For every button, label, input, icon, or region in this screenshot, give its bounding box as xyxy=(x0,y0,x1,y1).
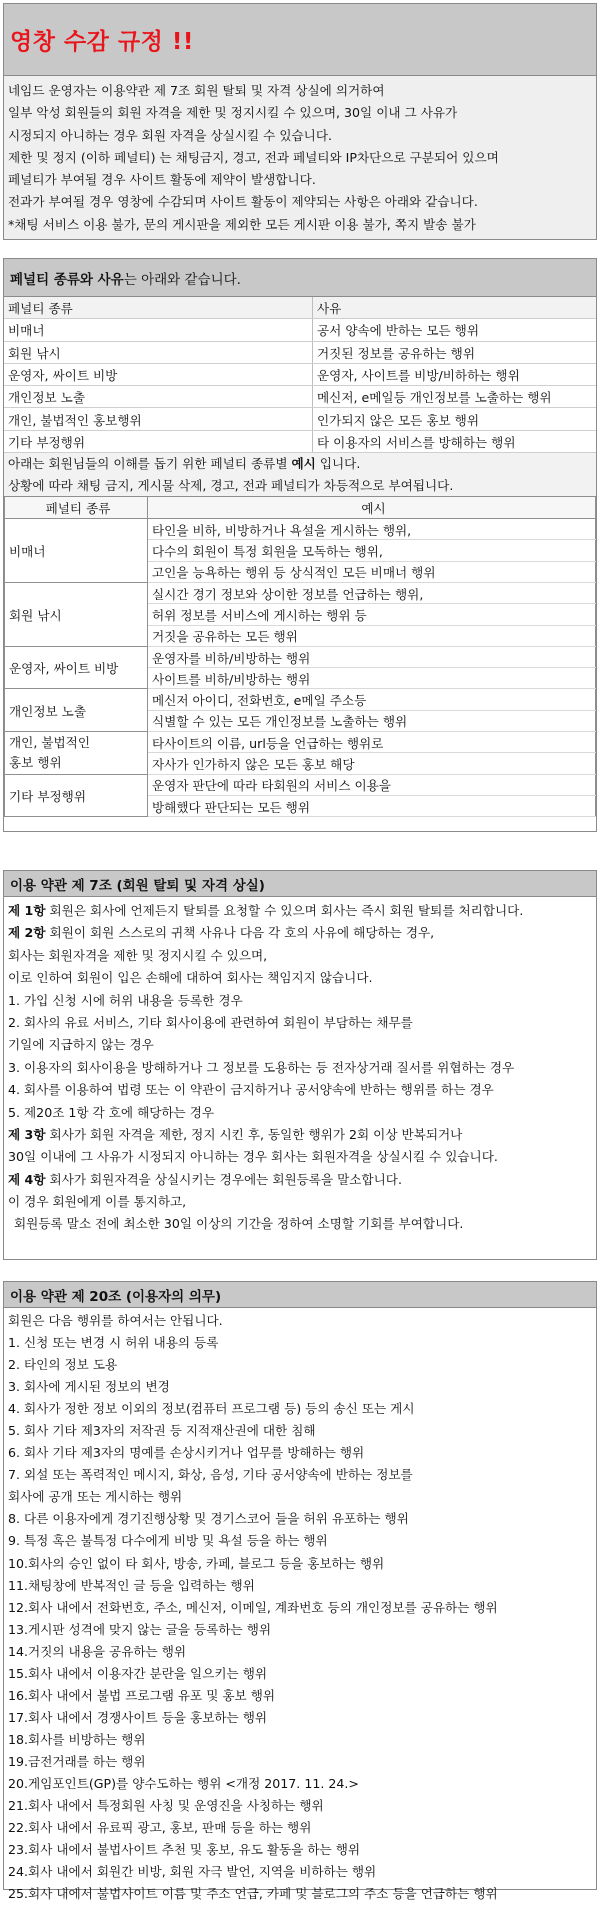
table-header-row xyxy=(4,297,596,319)
article20-line: 4. 회사가 정한 정보 이외의 정보(컴퓨터 프로그램 등) 등의 송신 또는 게시 xyxy=(8,1401,415,1417)
article7-section xyxy=(3,870,597,1260)
table-row xyxy=(4,430,596,452)
example-item: 허위 정보를 서비스에 게시하는 행위 등 xyxy=(148,604,596,625)
clause-text: 5. 제20조 1항 각 호에 해당하는 경우 xyxy=(8,1104,215,1120)
clause-text: 회사가 회원자격을 상실시키는 경우에는 회원등록을 말소합니다. xyxy=(45,1171,402,1187)
notice-section xyxy=(3,3,597,240)
article7-line xyxy=(4,990,596,1012)
clause-text: 회원이 회원 스스로의 귀책 사유나 다음 각 호의 사유에 해당하는 경우, xyxy=(45,925,435,941)
table-cell: 운영자, 사이트를 비방/비하하는 행위 xyxy=(313,363,597,385)
article7-line xyxy=(4,1012,596,1034)
example-category: 회원 낚시 xyxy=(5,582,148,646)
example-category: 비매너 xyxy=(5,519,148,583)
table-row xyxy=(4,408,596,430)
clause-text: 회원은 회사에 언제든지 탈퇴를 요청할 수 있으며 회사는 즉시 회원 탈퇴를 처리합니다. xyxy=(45,903,524,918)
table-cell: 개인정보 노출 xyxy=(4,386,313,408)
clause-text: 회사가 회원 자격을 제한, 정지 시킨 후, 동일한 행위가 2회 이상 반복되거나 xyxy=(45,1126,463,1142)
clause-text: 이 경우 회원에게 이를 통지하고, xyxy=(8,1194,187,1210)
article20-line: 23.회사 내에서 불법사이트 추천 및 홍보, 유도 활동을 하는 행위 xyxy=(8,1842,361,1858)
table-cell: 운영자, 싸이트 비방 xyxy=(4,363,313,385)
article20-line: 25.회사 내에서 불법사이트 이름 및 주소 언급, 카페 및 블로그의 주소 등을 언급하는 행위 xyxy=(8,1886,498,1902)
notice-line: 제한 및 정지 (이하 페널티) 는 채팅금지, 경고, 전과 페널티와 IP차단으로 구분되어 있으며 xyxy=(8,149,499,165)
table-header-cell: 페널티 종류 xyxy=(4,297,313,319)
article20-line: 12.회사 내에서 전화번호, 주소, 메신저, 이메일, 계좌번호 등의 개인정보를 공유하는 행위 xyxy=(8,1599,498,1615)
table-row xyxy=(4,386,596,408)
article20-line: 6. 회사 기타 제3자의 명예를 손상시키거나 업무를 방해하는 행위 xyxy=(8,1445,365,1461)
table-cell: 메신저, e메일등 개인정보를 노출하는 행위 xyxy=(313,386,597,408)
article20-line: 5. 회사 기타 제3자의 저작권 등 지적재산권에 대한 침해 xyxy=(8,1423,316,1439)
article20-line: 10.회사의 승인 없이 타 회사, 방송, 카페, 블로그 등을 홍보하는 행위 xyxy=(8,1555,385,1571)
example-item: 타사이트의 이름, url등을 언급하는 행위로 xyxy=(148,732,596,753)
clause-text: 1. 가입 신청 시에 허위 내용을 등록한 경우 xyxy=(8,992,243,1008)
notice-line: 전과가 부여될 경우 영창에 수감되며 사이트 활동이 제약되는 사항은 아래와 같습니다. xyxy=(8,194,478,210)
table-cell: 공서 양속에 반하는 모든 행위 xyxy=(313,319,597,341)
table-header-cell: 사유 xyxy=(313,297,597,319)
clause-label: 제 3항 xyxy=(8,1126,46,1142)
article20-line: 11.채팅창에 반복적인 글 등을 입력하는 행위 xyxy=(8,1577,255,1593)
notice-line: 페널티가 부여될 경우 사이트 활동에 제약이 발생합니다. xyxy=(8,172,316,188)
table-row xyxy=(4,363,596,385)
table-row xyxy=(5,732,596,753)
article20-line: 18.회사를 비방하는 행위 xyxy=(8,1731,146,1747)
example-item: 거짓을 공유하는 모든 행위 xyxy=(148,625,596,646)
table-cell: 타 이용자의 서비스를 방해하는 행위 xyxy=(313,430,597,452)
clause-label: 제 2항 xyxy=(8,925,46,941)
article7-title: 이용 약관 제 7조 (회원 탈퇴 및 자격 상실) xyxy=(4,871,596,897)
notice-line: 네임드 운영자는 이용약관 제 7조 회원 탈퇴 및 자격 상실에 의거하여 xyxy=(8,83,385,98)
article7-line xyxy=(4,1034,596,1056)
table-cell: 개인, 불법적인 홍보행위 xyxy=(4,408,313,430)
article20-line: 17.회사 내에서 경쟁사이트 등을 홍보하는 행위 xyxy=(8,1709,268,1725)
penalty-section xyxy=(3,258,597,832)
penalty-note-line: 상황에 따라 채팅 금지, 게시물 삭제, 경고, 전과 페널티가 차등적으로 부여됩니다. xyxy=(8,477,454,493)
example-item: 운영자를 비하/비방하는 행위 xyxy=(148,646,596,667)
article20-line: 15.회사 내에서 이용자간 분란을 일으키는 행위 xyxy=(8,1665,268,1681)
article20-line: 16.회사 내에서 불법 프로그램 유포 및 홍보 행위 xyxy=(8,1687,276,1703)
table-header-cell: 페널티 종류 xyxy=(5,497,148,519)
article7-line xyxy=(4,900,596,922)
example-item: 고인을 능욕하는 행위 등 상식적인 모든 비매너 행위 xyxy=(148,561,596,582)
article20-line: 24.회사 내에서 회원간 비방, 회원 자극 발언, 지역을 비하하는 행위 xyxy=(8,1864,377,1880)
clause-text: 2. 회사의 유료 서비스, 기타 회사이용에 관련하여 회원이 부담하는 채무를 xyxy=(8,1014,413,1030)
table-row xyxy=(4,341,596,363)
penalty-example-table xyxy=(4,496,596,817)
article20-line: 21.회사 내에서 특정회원 사칭 및 운영진을 사칭하는 행위 xyxy=(8,1798,324,1814)
article7-line xyxy=(4,1102,596,1124)
clause-text: 기일에 지급하지 않는 경우 xyxy=(8,1037,154,1053)
article20-title: 이용 약관 제 20조 (이용자의 의무) xyxy=(4,1282,596,1308)
article7-line xyxy=(4,1213,596,1235)
clause-text: 3. 이용자의 회사이용을 방해하거나 그 정보를 도용하는 등 전자상거래 질서를 위협하는 경우 xyxy=(8,1059,515,1075)
example-item: 메신저 아이디, 전화번호, e메일 주소등 xyxy=(148,689,596,710)
table-row xyxy=(5,774,596,795)
notice-line: *채팅 서비스 이용 불가, 문의 게시판을 제외한 모든 게시판 이용 불가, 쪽지 발송 불가 xyxy=(8,216,476,232)
penalty-summary-table xyxy=(4,297,596,453)
example-item: 자사가 인가하지 않은 모든 홍보 해당 xyxy=(148,753,596,774)
article20-line: 3. 회사에 게시된 정보의 변경 xyxy=(8,1379,170,1395)
article7-body xyxy=(4,897,596,1236)
notice-header xyxy=(4,4,596,76)
article20-body xyxy=(4,1308,596,1905)
article20-line: 20.게임포인트(GP)를 양수도하는 행위 <개정 2017. 11. 24.> xyxy=(8,1775,359,1791)
table-row xyxy=(5,519,596,540)
article7-line xyxy=(4,1146,596,1168)
notice-line: 시정되지 아니하는 경우 회원 자격을 상실시킬 수 있습니다. xyxy=(8,127,332,143)
example-category: 개인, 불법적인 홍보 행위 xyxy=(5,732,148,775)
article20-line: 회사에 공개 또는 게시하는 행위 xyxy=(8,1489,183,1505)
penalty-header-bold: 페널티 종류와 사유 xyxy=(10,271,124,288)
article20-line: 1. 신청 또는 변경 시 허위 내용의 등록 xyxy=(8,1335,219,1351)
notice-title: 영창 수감 규정 !! xyxy=(10,29,194,55)
table-header-cell: 예시 xyxy=(148,497,596,519)
table-row xyxy=(5,582,596,603)
penalty-header-rest: 는 아래와 같습니다. xyxy=(123,271,241,288)
article20-line: 2. 타인의 정보 도용 xyxy=(8,1357,118,1373)
article20-line: 8. 다른 이용자에게 경기진행상황 및 경기스코어 들을 허위 유포하는 행위 xyxy=(8,1511,409,1527)
article20-line: 7. 외설 또는 폭력적인 메시지, 화상, 음성, 기타 공서양속에 반하는 정보를 xyxy=(8,1467,413,1483)
clause-text: 4. 회사를 이용하여 법령 또는 이 약관이 금지하거나 공서양속에 반하는 행위를 하는 경우 xyxy=(8,1082,494,1098)
article7-line xyxy=(4,1124,596,1146)
penalty-note xyxy=(4,453,596,496)
article20-line: 회원은 다음 행위를 하여서는 안됩니다. xyxy=(8,1313,223,1328)
article7-line xyxy=(4,945,596,967)
example-category: 운영자, 싸이트 비방 xyxy=(5,646,148,689)
clause-text: 회원등록 말소 전에 최소한 30일 이상의 기간을 정하여 소명할 기회를 부여합니다. xyxy=(14,1216,464,1232)
clause-text: 30일 이내에 그 사유가 시정되지 아니하는 경우 회사는 회원자격을 상실시킬 수 있습니다. xyxy=(8,1149,498,1165)
notice-line: 일부 악성 회원들의 회원 자격을 제한 및 정지시킬 수 있으며, 30일 이내 그 사유가 xyxy=(8,105,458,121)
note-text: 입니다. xyxy=(315,456,361,472)
article20-line: 13.게시판 성격에 맞지 않는 글을 등록하는 행위 xyxy=(8,1621,272,1637)
article7-line xyxy=(4,1057,596,1079)
article7-line xyxy=(4,967,596,989)
example-category: 기타 부정행위 xyxy=(5,774,148,817)
table-cell: 기타 부정행위 xyxy=(4,430,313,452)
article20-section xyxy=(3,1281,597,1902)
table-row xyxy=(4,319,596,341)
clause-label: 제 1항 xyxy=(8,903,46,918)
clause-text: 회사는 회원자격을 제한 및 정지시킬 수 있으며, xyxy=(8,947,268,963)
notice-body xyxy=(4,76,596,239)
example-item: 실시간 경기 정보와 상이한 정보를 언급하는 행위, xyxy=(148,582,596,603)
table-cell: 회원 낚시 xyxy=(4,341,313,363)
article7-line xyxy=(4,1079,596,1101)
penalty-note-line xyxy=(4,453,596,475)
penalty-header xyxy=(4,259,596,297)
example-item: 다수의 회원이 특정 회원을 모독하는 행위, xyxy=(148,540,596,561)
table-cell: 거짓된 정보를 공유하는 행위 xyxy=(313,341,597,363)
article7-line xyxy=(4,1191,596,1213)
note-text: 아래는 회원님들의 이해를 돕기 위한 페널티 종류별 xyxy=(8,456,292,472)
table-cell: 비매너 xyxy=(4,319,313,341)
example-item: 방해했다 판단되는 모든 행위 xyxy=(148,795,596,816)
example-item: 식별할 수 있는 모든 개인정보를 노출하는 행위 xyxy=(148,710,596,731)
example-item: 타인을 비하, 비방하거나 욕설을 게시하는 행위, xyxy=(148,519,596,540)
table-row xyxy=(5,646,596,667)
article20-line: 14.거짓의 내용을 공유하는 행위 xyxy=(8,1643,187,1659)
example-item: 사이트를 비하/비방하는 행위 xyxy=(148,668,596,689)
article7-line xyxy=(4,1169,596,1191)
table-header-row xyxy=(5,497,596,519)
example-item: 운영자 판단에 따라 타회원의 서비스 이용을 xyxy=(148,774,596,795)
clause-text: 이로 인하여 회원이 입은 손해에 대하여 회사는 책임지지 않습니다. xyxy=(8,970,373,986)
table-cell: 인가되지 않은 모든 홍보 행위 xyxy=(313,408,597,430)
article20-line: 19.금전거래를 하는 행위 xyxy=(8,1753,146,1769)
article20-line: 9. 특정 혹은 불특정 다수에게 비방 및 욕설 등을 하는 행위 xyxy=(8,1533,328,1549)
table-row xyxy=(5,689,596,710)
clause-label: 제 4항 xyxy=(8,1171,46,1187)
article7-line xyxy=(4,922,596,944)
article20-line: 22.회사 내에서 유료픽 광고, 홍보, 판매 등을 하는 행위 xyxy=(8,1820,312,1836)
example-category: 개인정보 노출 xyxy=(5,689,148,732)
note-bold: 예시 xyxy=(291,456,316,472)
